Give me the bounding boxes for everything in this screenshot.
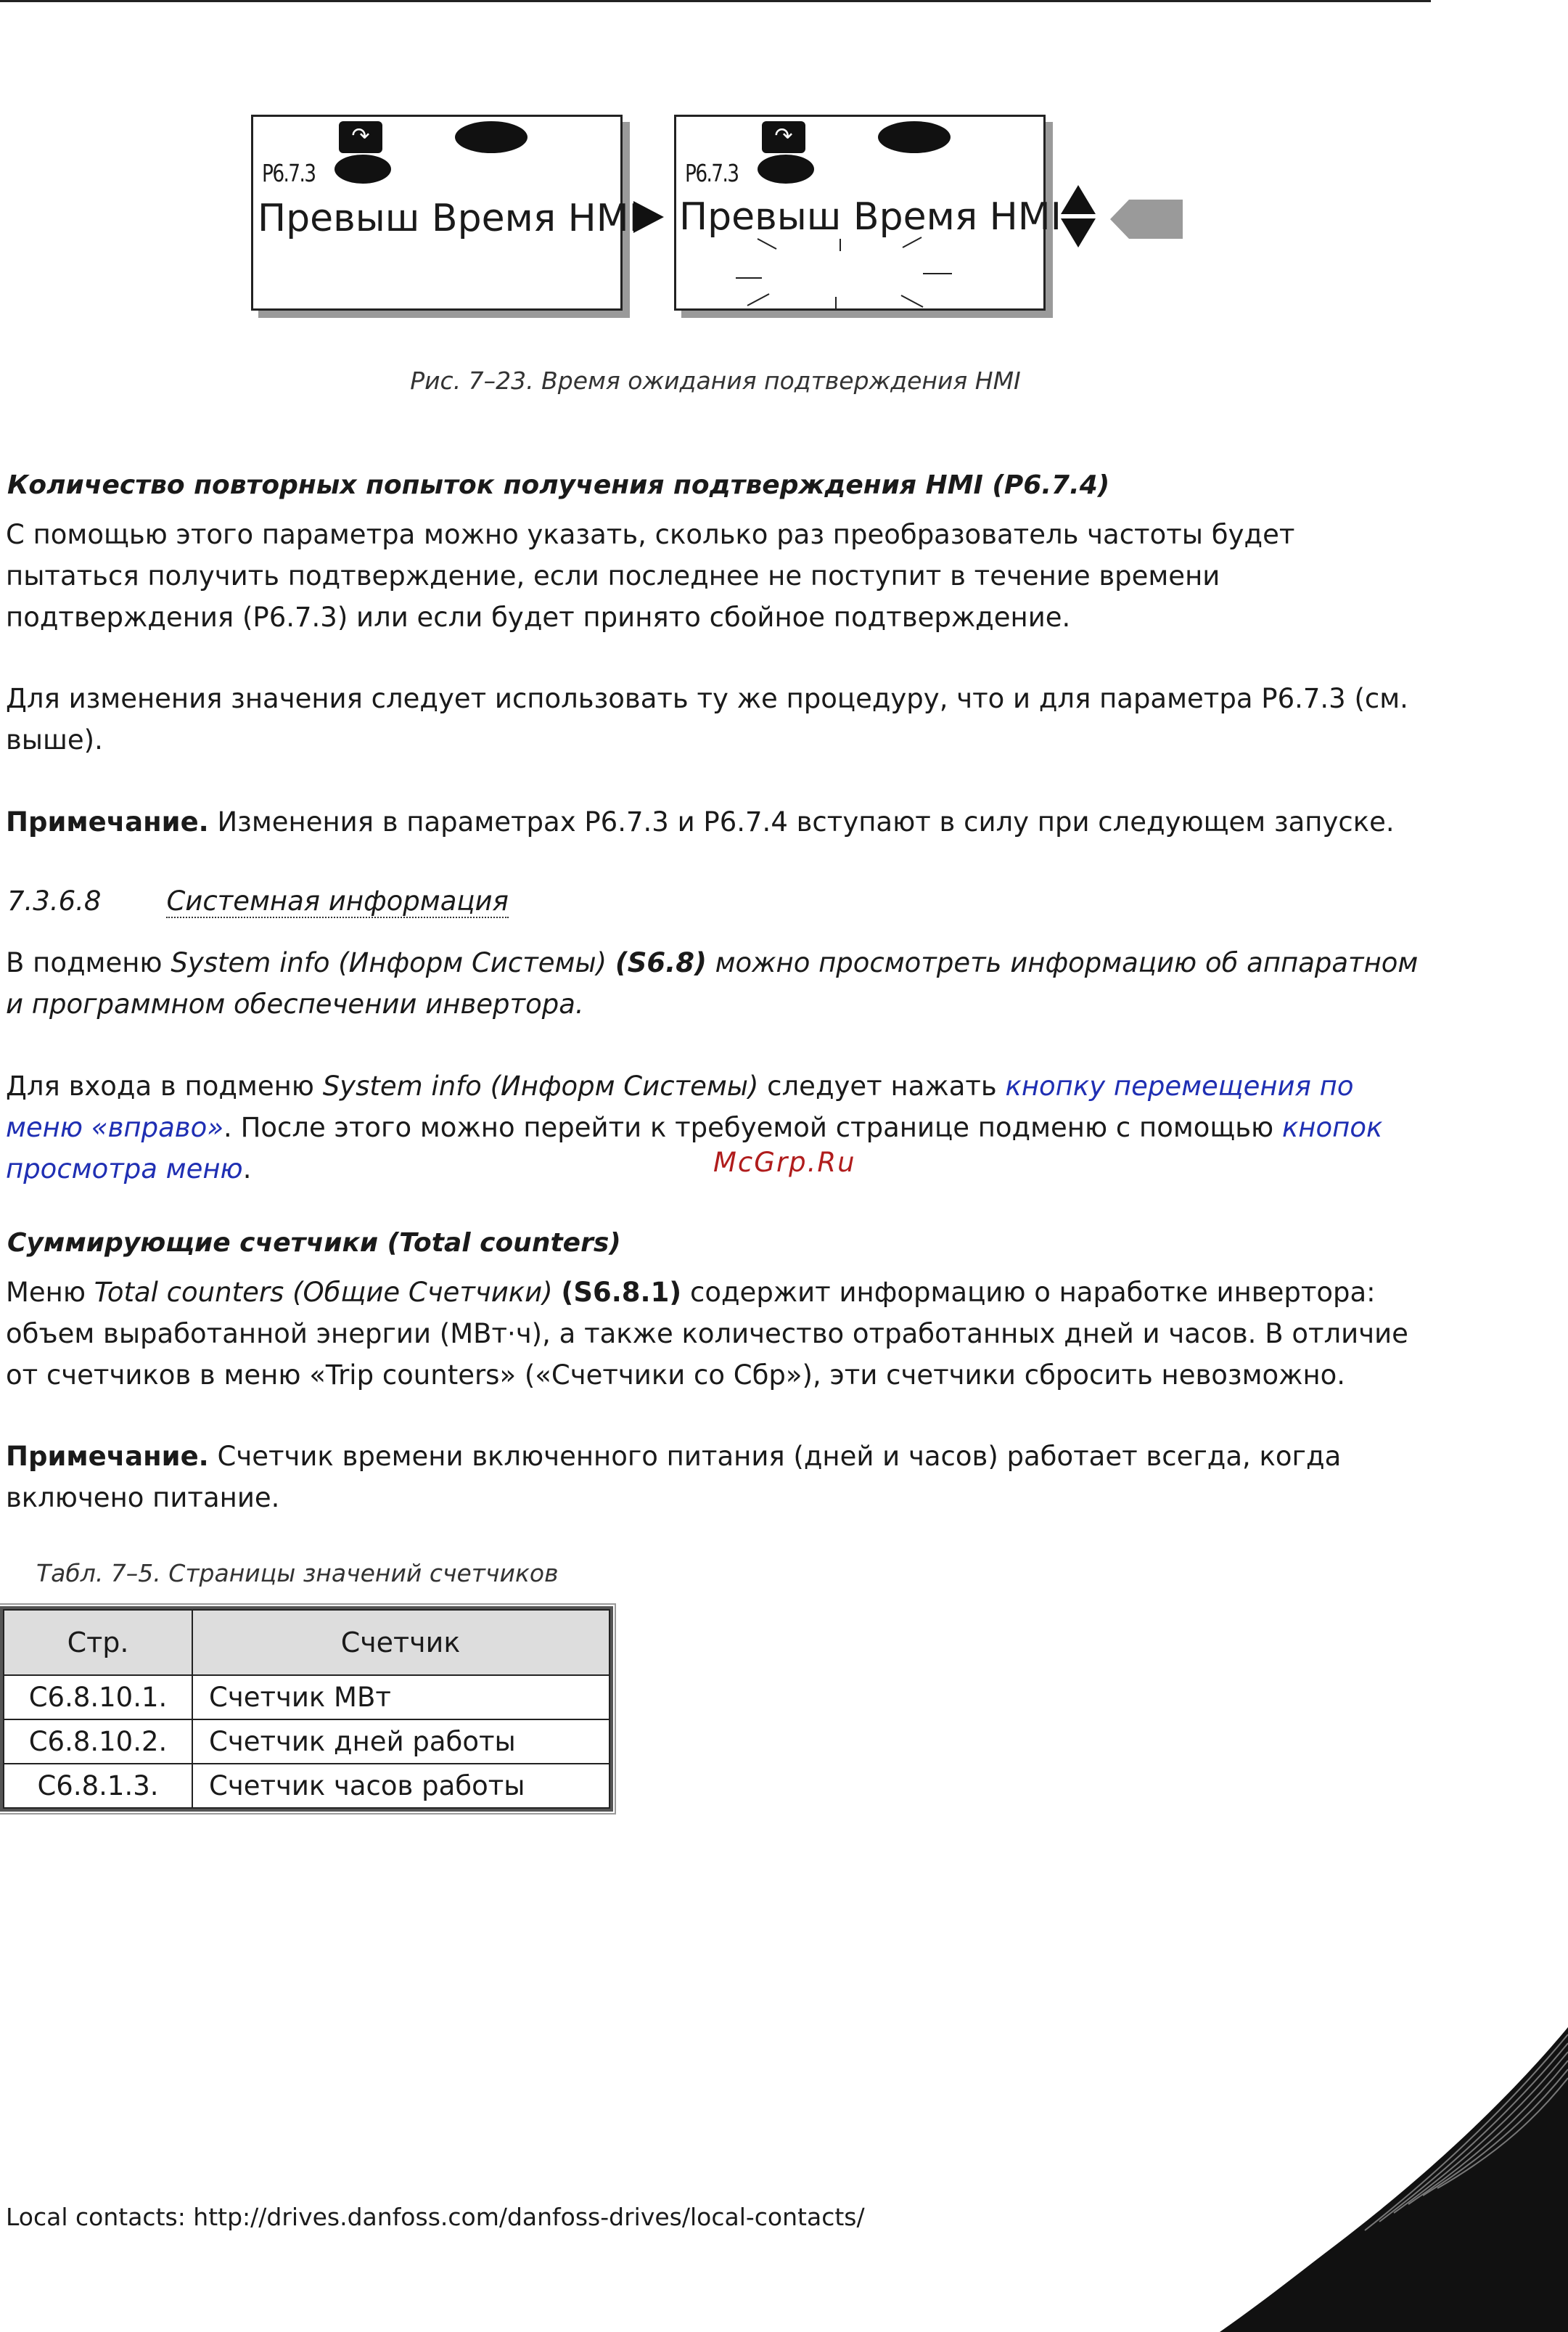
text-run: содержит информацию о наработке инвертора: объем выработанной энергии (МВт·ч), а также количество отработанных дней и часов. В отличие от счетчиков в меню «Trip counters» («Счетчики со Сбр»), эти счетчики сбросить невозможно.	[6, 1277, 1408, 1391]
corner-swoosh-decoration	[1220, 2027, 1568, 2332]
note-label: Примечание.	[6, 806, 209, 838]
rotate-icon: ↷	[339, 121, 382, 153]
heading-retry-count: Количество повторных попыток получения подтверждения HMI (P6.7.4)	[7, 470, 1110, 500]
note-text: Счетчик времени включенного питания (дней и часов) работает всегда, когда включено питание.	[6, 1441, 1342, 1513]
up-down-arrows-icon	[1061, 185, 1096, 247]
footer-local-contacts: Local contacts: http://drives.danfoss.com/danfoss-drives/local-contacts/	[6, 2203, 865, 2231]
cell-counter: Счетчик дней работы	[192, 1719, 609, 1764]
paragraph-change-procedure: Для изменения значения следует использовать ту же процедуру, что и для параметра P6.7.3 (см. выше).	[6, 683, 1408, 756]
text-run: В подменю	[6, 947, 171, 978]
paragraph-total-counters	[6, 1272, 1431, 1396]
lcd-parameter-text: Превыш Время HMI	[679, 195, 1062, 239]
cell-counter: Счетчик часов работы	[192, 1764, 609, 1808]
text-run: Для входа в подменю	[6, 1071, 323, 1102]
note-power-counter	[6, 1436, 1431, 1518]
text-run: можно просмотреть информацию об аппаратном и программном обеспечении инвертора.	[6, 947, 1419, 1020]
cell-page: C6.8.10.2.	[4, 1719, 192, 1764]
cell-counter: Счетчик МВт	[192, 1675, 609, 1719]
link-menu-right-button[interactable]: кнопку перемещения по меню «вправо»	[6, 1071, 1354, 1143]
table-row	[4, 1675, 609, 1719]
menu-name: System info (Информ Системы)	[171, 947, 607, 978]
blink-rays-icon	[676, 117, 1043, 308]
lcd-display-left	[251, 115, 640, 311]
back-key-icon	[1110, 200, 1183, 239]
indicator-pill-icon	[455, 121, 528, 153]
menu-code: (S6.8)	[615, 947, 707, 978]
rotate-icon: ↷	[762, 121, 805, 153]
heading-total-counters: Суммирующие счетчики (Total counters)	[7, 1228, 621, 1258]
link-menu-browse-buttons[interactable]: кнопок просмотра меню	[6, 1112, 1383, 1185]
cell-page: C6.8.1.3.	[4, 1764, 192, 1808]
text-run	[553, 1277, 562, 1308]
text-run	[607, 947, 615, 978]
header-rule	[0, 0, 1431, 2]
note-parameters	[6, 801, 1431, 843]
text-run: следует нажать	[758, 1071, 1006, 1102]
arrow-right-icon	[633, 201, 664, 233]
cell-page: C6.8.10.1.	[4, 1675, 192, 1719]
lcd-parameter-code: P6.7.3	[685, 159, 739, 187]
menu-code: (S6.8.1)	[561, 1277, 682, 1308]
table-header-row	[4, 1610, 609, 1675]
paragraph-retry-description: С помощью этого параметра можно указать, сколько раз преобразователь частоты будет пытаться получить подтверждение, если последнее не поступит в течение времени подтверждения (P6.7.3) или если будет принято сбойное подтверждение.	[6, 519, 1295, 633]
note-text: Изменения в параметрах P6.7.3 и P6.7.4 вступают в силу при следующем запуске.	[208, 806, 1395, 838]
section-title: Системная информация	[166, 885, 509, 917]
lcd-parameter-code: P6.7.3	[262, 159, 316, 187]
menu-name: Total counters (Общие Счетчики)	[94, 1277, 553, 1308]
text-run: .	[242, 1153, 252, 1185]
lcd-display-right	[674, 115, 1062, 311]
indicator-pill-icon	[334, 155, 391, 184]
note-label: Примечание.	[6, 1441, 209, 1472]
menu-name: System info (Информ Системы)	[322, 1071, 759, 1102]
table-caption: Табл. 7–5. Страницы значений счетчиков	[36, 1559, 559, 1587]
figure-caption: Рис. 7–23. Время ожидания подтверждения HMI	[410, 367, 1021, 395]
counters-table	[0, 1606, 613, 1812]
text-run: Меню	[6, 1277, 94, 1308]
paragraph-system-info	[6, 942, 1431, 1025]
section-heading	[7, 885, 509, 917]
table-row	[4, 1719, 609, 1764]
section-number: 7.3.6.8	[7, 885, 102, 917]
text-run: . После этого можно перейти к требуемой странице подменю с помощью	[223, 1112, 1282, 1143]
column-header-page: Стр.	[4, 1610, 192, 1675]
watermark: McGrp.Ru	[713, 1147, 856, 1178]
column-header-counter: Счетчик	[192, 1610, 609, 1675]
table-row	[4, 1764, 609, 1808]
lcd-parameter-text: Превыш Время HMI	[258, 197, 640, 240]
